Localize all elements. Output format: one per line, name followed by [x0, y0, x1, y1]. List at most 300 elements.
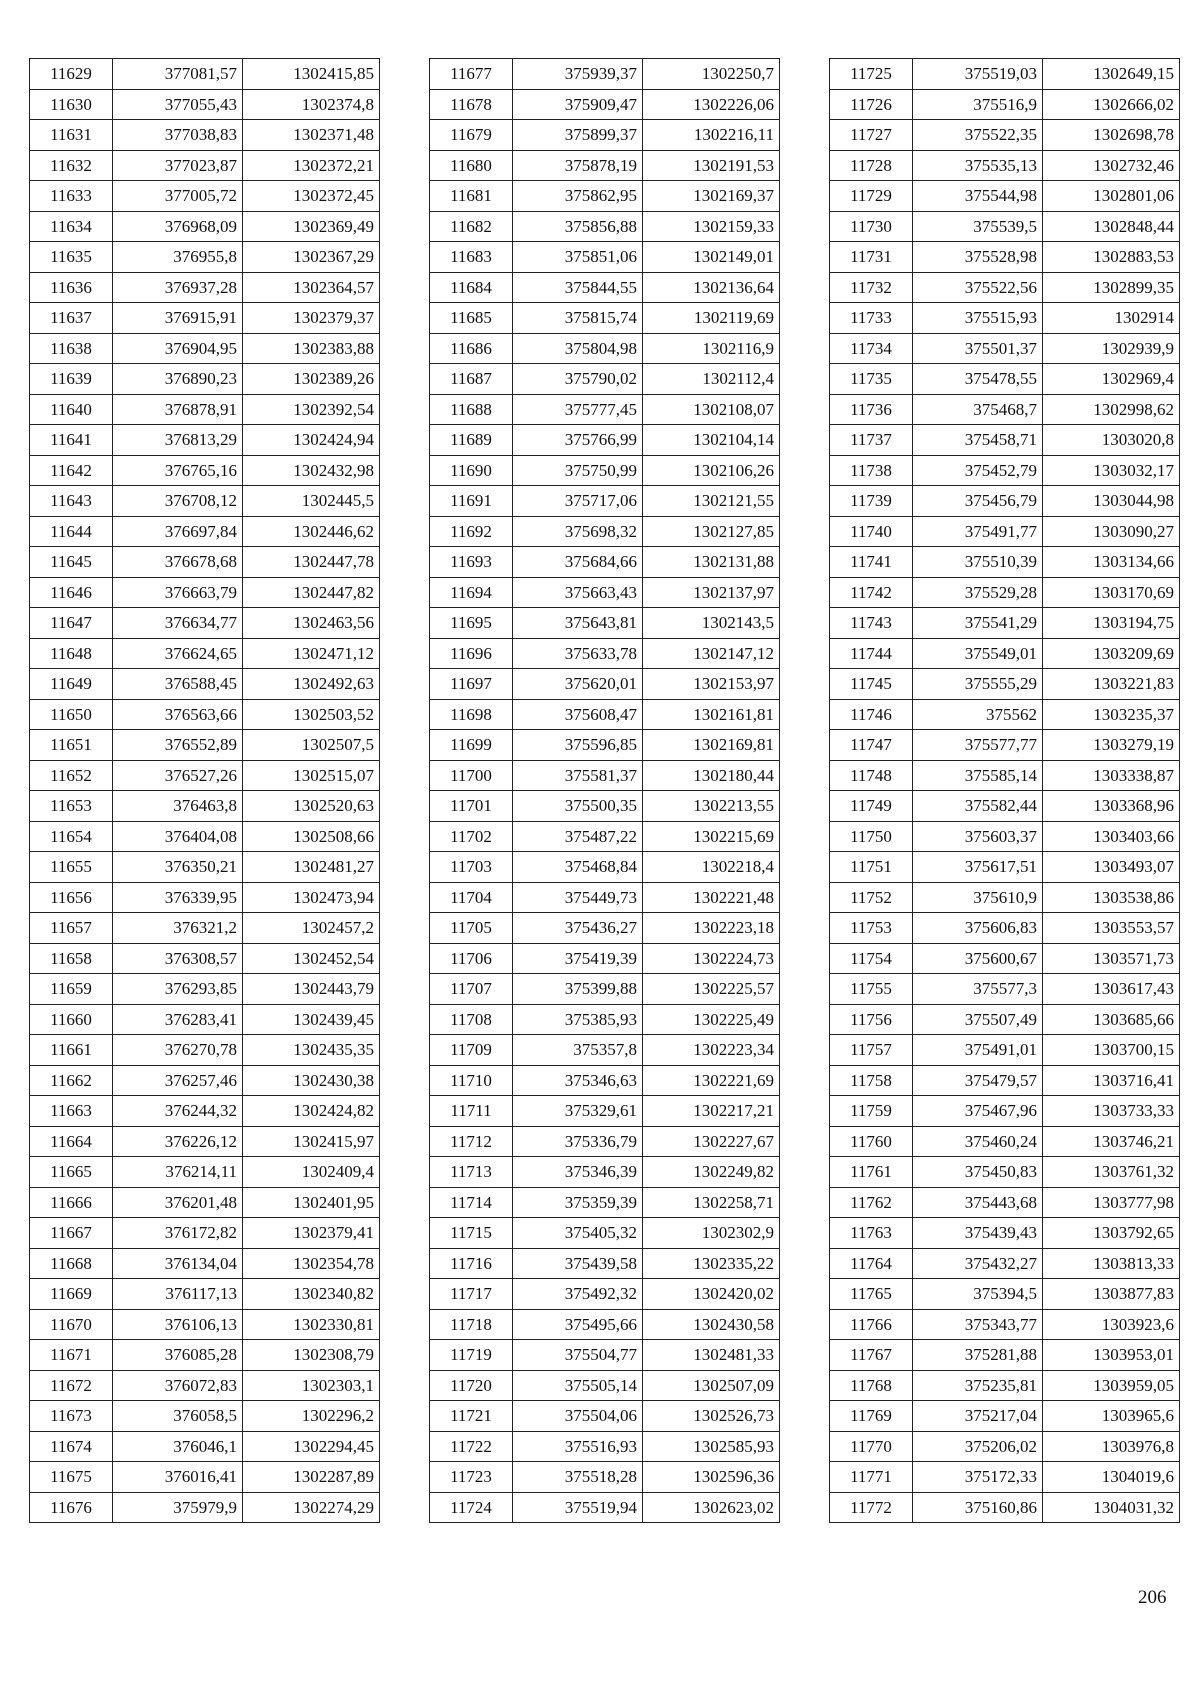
- table-row: [830, 1126, 1180, 1157]
- y-coordinate-cell: 1302508,66: [243, 821, 380, 852]
- table-row: [30, 1279, 380, 1310]
- point-number-cell: 11713: [430, 1157, 513, 1188]
- point-number-cell: 11740: [830, 516, 913, 547]
- x-coordinate-cell: 376270,78: [113, 1035, 243, 1066]
- y-coordinate-cell: 1302596,36: [643, 1462, 780, 1493]
- x-coordinate-cell: 376915,91: [113, 303, 243, 334]
- x-coordinate-cell: 375528,98: [913, 242, 1043, 273]
- table-row: [430, 1492, 780, 1523]
- point-number-cell: 11736: [830, 394, 913, 425]
- x-coordinate-cell: 376527,26: [113, 760, 243, 791]
- point-number-cell: 11720: [430, 1370, 513, 1401]
- x-coordinate-cell: 375504,06: [513, 1401, 643, 1432]
- x-coordinate-cell: 376257,46: [113, 1065, 243, 1096]
- table-row: [430, 852, 780, 883]
- point-number-cell: 11752: [830, 882, 913, 913]
- table-row: [30, 1431, 380, 1462]
- table-row: [830, 59, 1180, 90]
- point-number-cell: 11725: [830, 59, 913, 90]
- table-row: [830, 882, 1180, 913]
- table-row: [30, 1126, 380, 1157]
- y-coordinate-cell: 1302221,48: [643, 882, 780, 913]
- y-coordinate-cell: 1303020,8: [1043, 425, 1180, 456]
- table-row: [430, 669, 780, 700]
- y-coordinate-cell: 1302224,73: [643, 943, 780, 974]
- point-number-cell: 11671: [30, 1340, 113, 1371]
- coordinate-table-3: [829, 58, 1180, 1523]
- table-row: [30, 1401, 380, 1432]
- table-row: [30, 547, 380, 578]
- table-row: [430, 242, 780, 273]
- x-coordinate-cell: 375495,66: [513, 1309, 643, 1340]
- y-coordinate-cell: 1302623,02: [643, 1492, 780, 1523]
- x-coordinate-cell: 375577,77: [913, 730, 1043, 761]
- y-coordinate-cell: 1302223,34: [643, 1035, 780, 1066]
- y-coordinate-cell: 1302367,29: [243, 242, 380, 273]
- point-number-cell: 11768: [830, 1370, 913, 1401]
- x-coordinate-cell: 375608,47: [513, 699, 643, 730]
- y-coordinate-cell: 1302108,07: [643, 394, 780, 425]
- table-row: [430, 638, 780, 669]
- point-number-cell: 11702: [430, 821, 513, 852]
- point-number-cell: 11637: [30, 303, 113, 334]
- x-coordinate-cell: 375600,67: [913, 943, 1043, 974]
- x-coordinate-cell: 376663,79: [113, 577, 243, 608]
- table-row: [830, 577, 1180, 608]
- y-coordinate-cell: 1302136,64: [643, 272, 780, 303]
- x-coordinate-cell: 375610,9: [913, 882, 1043, 913]
- point-number-cell: 11647: [30, 608, 113, 639]
- table-row: [830, 699, 1180, 730]
- x-coordinate-cell: 375405,32: [513, 1218, 643, 1249]
- table-row: [30, 394, 380, 425]
- table-row: [430, 394, 780, 425]
- table-row: [830, 1370, 1180, 1401]
- point-number-cell: 11710: [430, 1065, 513, 1096]
- point-number-cell: 11762: [830, 1187, 913, 1218]
- x-coordinate-cell: 376624,65: [113, 638, 243, 669]
- table-row: [30, 1004, 380, 1035]
- x-coordinate-cell: 376293,85: [113, 974, 243, 1005]
- x-coordinate-cell: 376890,23: [113, 364, 243, 395]
- x-coordinate-cell: 375385,93: [513, 1004, 643, 1035]
- x-coordinate-cell: 376283,41: [113, 1004, 243, 1035]
- page-number: 206: [1138, 1587, 1167, 1608]
- x-coordinate-cell: 375979,9: [113, 1492, 243, 1523]
- y-coordinate-cell: 1302303,1: [243, 1370, 380, 1401]
- x-coordinate-cell: 375281,88: [913, 1340, 1043, 1371]
- point-number-cell: 11667: [30, 1218, 113, 1249]
- y-coordinate-cell: 1302147,12: [643, 638, 780, 669]
- table-row: [430, 943, 780, 974]
- y-coordinate-cell: 1302213,55: [643, 791, 780, 822]
- table-row: [430, 791, 780, 822]
- table-row: [430, 882, 780, 913]
- point-number-cell: 11686: [430, 333, 513, 364]
- point-number-cell: 11691: [430, 486, 513, 517]
- x-coordinate-cell: 375939,37: [513, 59, 643, 90]
- point-number-cell: 11742: [830, 577, 913, 608]
- x-coordinate-cell: 376214,11: [113, 1157, 243, 1188]
- point-number-cell: 11630: [30, 89, 113, 120]
- y-coordinate-cell: 1302698,78: [1043, 120, 1180, 151]
- point-number-cell: 11646: [30, 577, 113, 608]
- table-row: [830, 913, 1180, 944]
- point-number-cell: 11708: [430, 1004, 513, 1035]
- table-row: [830, 1157, 1180, 1188]
- x-coordinate-cell: 375549,01: [913, 638, 1043, 669]
- table-row: [430, 1157, 780, 1188]
- x-coordinate-cell: 375452,79: [913, 455, 1043, 486]
- x-coordinate-cell: 375562: [913, 699, 1043, 730]
- y-coordinate-cell: 1302409,4: [243, 1157, 380, 1188]
- point-number-cell: 11737: [830, 425, 913, 456]
- x-coordinate-cell: 376463,8: [113, 791, 243, 822]
- x-coordinate-cell: 375844,55: [513, 272, 643, 303]
- y-coordinate-cell: 1302526,73: [643, 1401, 780, 1432]
- table-row: [430, 1431, 780, 1462]
- y-coordinate-cell: 1303090,27: [1043, 516, 1180, 547]
- point-number-cell: 11769: [830, 1401, 913, 1432]
- x-coordinate-cell: 375790,02: [513, 364, 643, 395]
- table-row: [430, 760, 780, 791]
- y-coordinate-cell: 1302258,71: [643, 1187, 780, 1218]
- point-number-cell: 11722: [430, 1431, 513, 1462]
- y-coordinate-cell: 1302335,22: [643, 1248, 780, 1279]
- x-coordinate-cell: 375458,71: [913, 425, 1043, 456]
- table-row: [830, 394, 1180, 425]
- point-number-cell: 11761: [830, 1157, 913, 1188]
- x-coordinate-cell: 375529,28: [913, 577, 1043, 608]
- y-coordinate-cell: 1303877,83: [1043, 1279, 1180, 1310]
- table-row: [30, 974, 380, 1005]
- y-coordinate-cell: 1302435,35: [243, 1035, 380, 1066]
- y-coordinate-cell: 1303044,98: [1043, 486, 1180, 517]
- table-row: [830, 333, 1180, 364]
- point-number-cell: 11766: [830, 1309, 913, 1340]
- x-coordinate-cell: 375449,73: [513, 882, 643, 913]
- table-row: [430, 821, 780, 852]
- y-coordinate-cell: 1302161,81: [643, 699, 780, 730]
- table-row: [430, 1279, 780, 1310]
- y-coordinate-cell: 1302914: [1043, 303, 1180, 334]
- y-coordinate-cell: 1302379,41: [243, 1218, 380, 1249]
- table-row: [430, 516, 780, 547]
- x-coordinate-cell: 376697,84: [113, 516, 243, 547]
- y-coordinate-cell: 1302104,14: [643, 425, 780, 456]
- x-coordinate-cell: 375357,8: [513, 1035, 643, 1066]
- table-row: [30, 486, 380, 517]
- y-coordinate-cell: 1302939,9: [1043, 333, 1180, 364]
- point-number-cell: 11763: [830, 1218, 913, 1249]
- x-coordinate-cell: 375160,86: [913, 1492, 1043, 1523]
- x-coordinate-cell: 376085,28: [113, 1340, 243, 1371]
- point-number-cell: 11728: [830, 150, 913, 181]
- x-coordinate-cell: 376226,12: [113, 1126, 243, 1157]
- point-number-cell: 11759: [830, 1096, 913, 1127]
- x-coordinate-cell: 375491,77: [913, 516, 1043, 547]
- point-number-cell: 11771: [830, 1462, 913, 1493]
- table-row: [430, 974, 780, 1005]
- x-coordinate-cell: 376563,66: [113, 699, 243, 730]
- point-number-cell: 11741: [830, 547, 913, 578]
- table-row: [30, 1248, 380, 1279]
- point-number-cell: 11719: [430, 1340, 513, 1371]
- y-coordinate-cell: 1302666,02: [1043, 89, 1180, 120]
- table-row: [830, 211, 1180, 242]
- point-number-cell: 11664: [30, 1126, 113, 1157]
- point-number-cell: 11661: [30, 1035, 113, 1066]
- table-row: [30, 272, 380, 303]
- y-coordinate-cell: 1302430,38: [243, 1065, 380, 1096]
- y-coordinate-cell: 1302432,98: [243, 455, 380, 486]
- x-coordinate-cell: 375432,27: [913, 1248, 1043, 1279]
- y-coordinate-cell: 1302369,49: [243, 211, 380, 242]
- table-row: [830, 547, 1180, 578]
- table-row: [30, 821, 380, 852]
- x-coordinate-cell: 375491,01: [913, 1035, 1043, 1066]
- table-row: [430, 89, 780, 120]
- point-number-cell: 11668: [30, 1248, 113, 1279]
- x-coordinate-cell: 375500,35: [513, 791, 643, 822]
- y-coordinate-cell: 1302216,11: [643, 120, 780, 151]
- x-coordinate-cell: 375596,85: [513, 730, 643, 761]
- y-coordinate-cell: 1302340,82: [243, 1279, 380, 1310]
- point-number-cell: 11758: [830, 1065, 913, 1096]
- point-number-cell: 11644: [30, 516, 113, 547]
- point-number-cell: 11679: [430, 120, 513, 151]
- x-coordinate-cell: 376244,32: [113, 1096, 243, 1127]
- y-coordinate-cell: 1303209,69: [1043, 638, 1180, 669]
- y-coordinate-cell: 1302302,9: [643, 1218, 780, 1249]
- x-coordinate-cell: 375346,63: [513, 1065, 643, 1096]
- table-row: [30, 120, 380, 151]
- table-row: [30, 1157, 380, 1188]
- point-number-cell: 11764: [830, 1248, 913, 1279]
- table-row: [30, 455, 380, 486]
- y-coordinate-cell: 1303959,05: [1043, 1370, 1180, 1401]
- table-row: [830, 120, 1180, 151]
- point-number-cell: 11653: [30, 791, 113, 822]
- point-number-cell: 11695: [430, 608, 513, 639]
- x-coordinate-cell: 375515,93: [913, 303, 1043, 334]
- table-row: [430, 1340, 780, 1371]
- y-coordinate-cell: 1303368,96: [1043, 791, 1180, 822]
- point-number-cell: 11760: [830, 1126, 913, 1157]
- point-number-cell: 11629: [30, 59, 113, 90]
- table-row: [430, 1248, 780, 1279]
- y-coordinate-cell: 1303813,33: [1043, 1248, 1180, 1279]
- table-row: [430, 1096, 780, 1127]
- y-coordinate-cell: 1303976,8: [1043, 1431, 1180, 1462]
- x-coordinate-cell: 375505,14: [513, 1370, 643, 1401]
- x-coordinate-cell: 375582,44: [913, 791, 1043, 822]
- point-number-cell: 11754: [830, 943, 913, 974]
- point-number-cell: 11639: [30, 364, 113, 395]
- table-row: [30, 333, 380, 364]
- table-row: [30, 638, 380, 669]
- table-row: [830, 608, 1180, 639]
- y-coordinate-cell: 1302180,44: [643, 760, 780, 791]
- table-row: [830, 943, 1180, 974]
- y-coordinate-cell: 1302457,2: [243, 913, 380, 944]
- y-coordinate-cell: 1303571,73: [1043, 943, 1180, 974]
- y-coordinate-cell: 1302296,2: [243, 1401, 380, 1432]
- table-row: [430, 1370, 780, 1401]
- point-number-cell: 11696: [430, 638, 513, 669]
- point-number-cell: 11746: [830, 699, 913, 730]
- y-coordinate-cell: 1302227,67: [643, 1126, 780, 1157]
- table-row: [430, 1462, 780, 1493]
- table-row: [830, 150, 1180, 181]
- y-coordinate-cell: 1303953,01: [1043, 1340, 1180, 1371]
- point-number-cell: 11704: [430, 882, 513, 913]
- y-coordinate-cell: 1302389,26: [243, 364, 380, 395]
- x-coordinate-cell: 376937,28: [113, 272, 243, 303]
- table-row: [830, 1218, 1180, 1249]
- table-row: [830, 1309, 1180, 1340]
- table-row: [30, 1340, 380, 1371]
- y-coordinate-cell: 1303700,15: [1043, 1035, 1180, 1066]
- y-coordinate-cell: 1302249,82: [643, 1157, 780, 1188]
- point-number-cell: 11747: [830, 730, 913, 761]
- table-row: [830, 821, 1180, 852]
- table-row: [430, 1035, 780, 1066]
- x-coordinate-cell: 375467,96: [913, 1096, 1043, 1127]
- y-coordinate-cell: 1302473,94: [243, 882, 380, 913]
- x-coordinate-cell: 375468,7: [913, 394, 1043, 425]
- x-coordinate-cell: 375516,9: [913, 89, 1043, 120]
- table-row: [30, 730, 380, 761]
- x-coordinate-cell: 375439,43: [913, 1218, 1043, 1249]
- y-coordinate-cell: 1302169,37: [643, 181, 780, 212]
- y-coordinate-cell: 1302159,33: [643, 211, 780, 242]
- x-coordinate-cell: 375577,3: [913, 974, 1043, 1005]
- y-coordinate-cell: 1302439,45: [243, 1004, 380, 1035]
- table-row: [30, 425, 380, 456]
- x-coordinate-cell: 375899,37: [513, 120, 643, 151]
- x-coordinate-cell: 375862,95: [513, 181, 643, 212]
- table-row: [830, 242, 1180, 273]
- point-number-cell: 11682: [430, 211, 513, 242]
- point-number-cell: 11676: [30, 1492, 113, 1523]
- x-coordinate-cell: 376172,82: [113, 1218, 243, 1249]
- y-coordinate-cell: 1303923,6: [1043, 1309, 1180, 1340]
- x-coordinate-cell: 375346,39: [513, 1157, 643, 1188]
- point-number-cell: 11665: [30, 1157, 113, 1188]
- y-coordinate-cell: 1302507,09: [643, 1370, 780, 1401]
- y-coordinate-cell: 1302225,57: [643, 974, 780, 1005]
- y-coordinate-cell: 1303553,57: [1043, 913, 1180, 944]
- point-number-cell: 11645: [30, 547, 113, 578]
- y-coordinate-cell: 1302226,06: [643, 89, 780, 120]
- table-row: [830, 760, 1180, 791]
- point-number-cell: 11756: [830, 1004, 913, 1035]
- y-coordinate-cell: 1303170,69: [1043, 577, 1180, 608]
- table-row: [30, 1492, 380, 1523]
- point-number-cell: 11721: [430, 1401, 513, 1432]
- y-coordinate-cell: 1302217,21: [643, 1096, 780, 1127]
- y-coordinate-cell: 1302492,63: [243, 669, 380, 700]
- x-coordinate-cell: 375394,5: [913, 1279, 1043, 1310]
- point-number-cell: 11638: [30, 333, 113, 364]
- table-row: [830, 1492, 1180, 1523]
- table-row: [30, 608, 380, 639]
- x-coordinate-cell: 375581,37: [513, 760, 643, 791]
- y-coordinate-cell: 1302137,97: [643, 577, 780, 608]
- point-number-cell: 11727: [830, 120, 913, 151]
- point-number-cell: 11701: [430, 791, 513, 822]
- y-coordinate-cell: 1303685,66: [1043, 1004, 1180, 1035]
- table-row: [30, 89, 380, 120]
- table-row: [30, 303, 380, 334]
- y-coordinate-cell: 1302481,33: [643, 1340, 780, 1371]
- table-row: [830, 181, 1180, 212]
- table-row: [430, 1187, 780, 1218]
- table-row: [430, 272, 780, 303]
- point-number-cell: 11767: [830, 1340, 913, 1371]
- y-coordinate-cell: 1302119,69: [643, 303, 780, 334]
- y-coordinate-cell: 1302112,4: [643, 364, 780, 395]
- y-coordinate-cell: 1302127,85: [643, 516, 780, 547]
- table-row: [430, 1065, 780, 1096]
- y-coordinate-cell: 1302372,21: [243, 150, 380, 181]
- table-row: [830, 455, 1180, 486]
- point-number-cell: 11706: [430, 943, 513, 974]
- x-coordinate-cell: 375633,78: [513, 638, 643, 669]
- table-row: [30, 364, 380, 395]
- point-number-cell: 11690: [430, 455, 513, 486]
- y-coordinate-cell: 1302364,57: [243, 272, 380, 303]
- point-number-cell: 11692: [430, 516, 513, 547]
- y-coordinate-cell: 1302392,54: [243, 394, 380, 425]
- table-row: [30, 1035, 380, 1066]
- x-coordinate-cell: 375492,32: [513, 1279, 643, 1310]
- table-row: [830, 638, 1180, 669]
- point-number-cell: 11688: [430, 394, 513, 425]
- point-number-cell: 11694: [430, 577, 513, 608]
- x-coordinate-cell: 376321,2: [113, 913, 243, 944]
- point-number-cell: 11672: [30, 1370, 113, 1401]
- y-coordinate-cell: 1302801,06: [1043, 181, 1180, 212]
- x-coordinate-cell: 375777,45: [513, 394, 643, 425]
- point-number-cell: 11655: [30, 852, 113, 883]
- x-coordinate-cell: 376634,77: [113, 608, 243, 639]
- table-row: [30, 1065, 380, 1096]
- x-coordinate-cell: 376968,09: [113, 211, 243, 242]
- table-row: [30, 1218, 380, 1249]
- point-number-cell: 11770: [830, 1431, 913, 1462]
- point-number-cell: 11662: [30, 1065, 113, 1096]
- y-coordinate-cell: 1302401,95: [243, 1187, 380, 1218]
- point-number-cell: 11729: [830, 181, 913, 212]
- point-number-cell: 11684: [430, 272, 513, 303]
- x-coordinate-cell: 376201,48: [113, 1187, 243, 1218]
- x-coordinate-cell: 376878,91: [113, 394, 243, 425]
- x-coordinate-cell: 375851,06: [513, 242, 643, 273]
- point-number-cell: 11700: [430, 760, 513, 791]
- y-coordinate-cell: 1302445,5: [243, 486, 380, 517]
- x-coordinate-cell: 376552,89: [113, 730, 243, 761]
- y-coordinate-cell: 1302848,44: [1043, 211, 1180, 242]
- y-coordinate-cell: 1304031,32: [1043, 1492, 1180, 1523]
- y-coordinate-cell: 1303279,19: [1043, 730, 1180, 761]
- point-number-cell: 11670: [30, 1309, 113, 1340]
- x-coordinate-cell: 375343,77: [913, 1309, 1043, 1340]
- y-coordinate-cell: 1303235,37: [1043, 699, 1180, 730]
- point-number-cell: 11659: [30, 974, 113, 1005]
- x-coordinate-cell: 376813,29: [113, 425, 243, 456]
